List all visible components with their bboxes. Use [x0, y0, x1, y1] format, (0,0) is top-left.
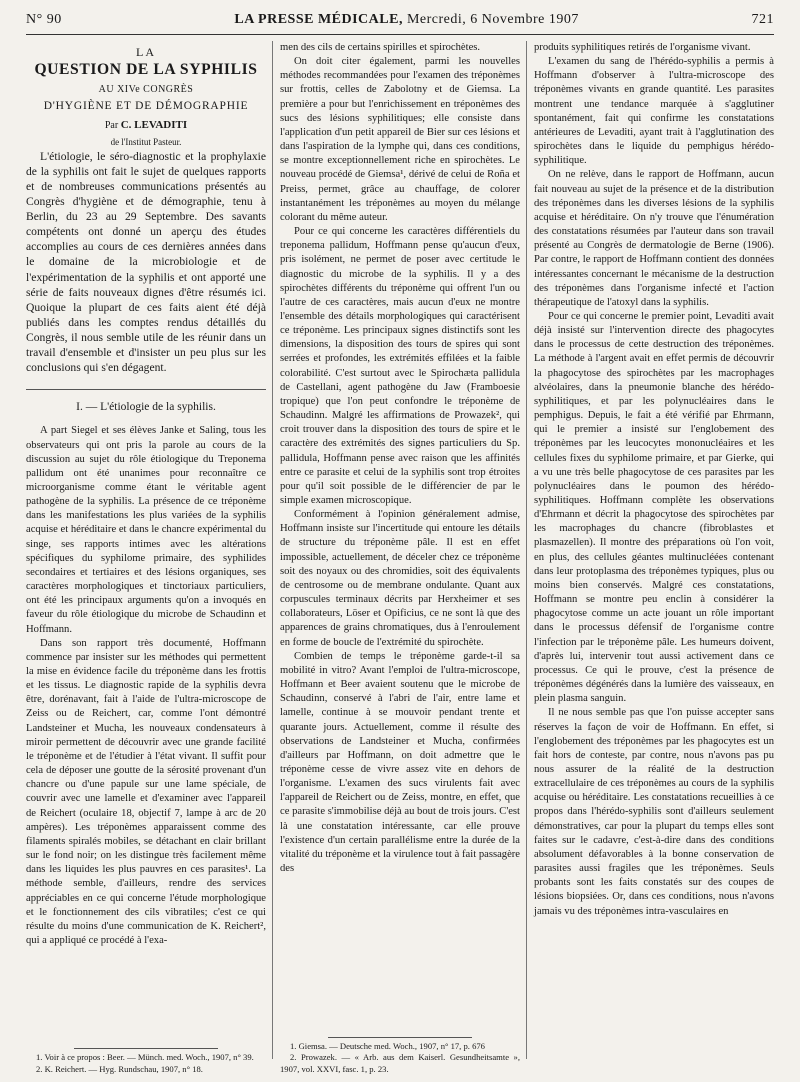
section-heading: I. — L'étiologie de la syphilis.	[76, 401, 216, 414]
footnote-rule	[328, 1037, 472, 1038]
column-rule	[272, 41, 273, 1059]
paragraph: Combien de temps le tréponème garde-t-il sa mobilité in vitro? Avant l'emploi de l'ultra-microscope, Hoffmann et Beer avaient soutenu que le microbe de Schaudinn, conservé à l'abri de l'air, entre lame et lamelle, continue à se mouvoir pendant trente et quarante jours. Actuellement, comme il résulte des observations de Landsteiner et Mucha, confirmées d'ailleurs par Hoffmann, on doit admettre que le tréponème cesse de vivre assez vite en dehors de l'organisme. L'examen des sucs virulents fait avec l'appareil de Reichert ou de Zeiss, montre, en effet, que ce parasite s'immobilise déjà au bout de trois jours. C'est là une constatation intéressante, car elle prouve l'existence d'un certain parallélisme entre la durée de la vitalité du tréponème et la virulence tout à fait passagère des	[280, 650, 520, 875]
paragraph: Conformément à l'opinion généralement admise, Hoffmann insiste sur l'incertitude qui entoure les détails de structure du tréponème pâle. Il est en effet impossible, actuellement, de déceler chez ce tréponème soit des noyaux ou des chromidies, soit des équivalents de centrosome ou de membrane ondulante. Quant aux corpuscules terminaux décrits par Herxheimer et ses collaborateurs, Löser et Opificius, ce ne sont là que des apparences de grains chromatiques, dus à l'enroulement en forme de boucle de l'extrémité du spirochète.	[280, 509, 520, 648]
footnote-rule	[74, 1048, 218, 1049]
byline	[26, 118, 266, 133]
footnotes	[280, 1037, 520, 1076]
column-2	[280, 41, 520, 1081]
column-rule	[526, 41, 527, 1059]
byline-prefix: Par	[104, 120, 119, 132]
masthead	[234, 12, 579, 28]
issue-number: N° 90	[26, 12, 62, 27]
paragraph: L'examen du sang de l'hérédo-syphilis a permis à Hoffmann d'observer à l'ultra-microscope des tréponèmes vivants en grande quantité. Les parasites montrent une tendance marquée à s'agglutiner spontanément, fait qui confirme les constatations antérieures de Levaditi, ayant trait à l'agglutination des spirochètes dans le liquide du pemphigus hérédo-syphilitique.	[534, 56, 774, 167]
issue-date: Mercredi, 6 Novembre 1907	[406, 12, 579, 27]
author-name: C. LEVADITI	[120, 119, 188, 132]
author-affiliation: de l'Institut Pasteur.	[110, 136, 182, 147]
divider	[26, 389, 266, 390]
title-kicker: LA	[136, 45, 156, 59]
column-3	[534, 41, 774, 1081]
footnote: 2. Prowazek. — « Arb. aus dem Kaiserl. Gesundheitsamte », 1907, vol. XXVI, fasc. 1, p. 23.	[280, 1052, 520, 1074]
paragraph: On ne relève, dans le rapport de Hoffmann, aucun fait nouveau au sujet de la présence et de la distribution des tréponèmes dans les diverses lésions de la syphilis acquise et héréditaire. On n'y trouve que l'énumération des constatations résumées par l'auteur dans son travail présenté au Congrès de dermatologie de Berne (1906). Par contre, le rapport de Hoffmann contient des données intéressantes concernant le mécanisme de la destruction des tréponèmes dans l'organisme infecté et l'action thérapeutique de l'atoxyl dans la syphilis.	[534, 169, 774, 308]
footnote: 1. Voir à ce propos : Beer. — Münch. med. Woch., 1907, n° 39.	[36, 1052, 254, 1062]
page-header	[26, 12, 774, 35]
paragraph: produits syphilitiques retirés de l'organisme vivant.	[534, 42, 751, 53]
paragraph: Pour ce qui concerne le premier point, Levaditi avait déjà insisté sur l'intervention directe des phagocytes dans le processus de cette destruction des tréponèmes. La méthode à l'argent avait en effet permis de découvrir la phagocytose des spirochètes par les macrophages alvéolaires, dans la pneumonie blanche des hérédo-syphilitiques, et par les polynucléaires dans le pemphigus. Depuis, le fait a été vérifié par Ehrmann, qui le premier a insisté sur l'englobement des tréponèmes par les leucocytes mononucléaires et les cellules fixes du syphilome primaire, et par Gierke, qui a vu une très belle phagocytose de ces parasites par les polynucléaires dans le poumon des hérédo-syphilitiques. Hoffmann complète les observations d'Ehrmann et décrit la phagocytose des spirochètes par les macrophages du chancre (fibroblastes et plasmazellen). Il montre des préparations où l'on voit, en plus, des cellules géantes multinucléées contenant dans leur protoplasma des tréponèmes typiques, plus ou moins bien conservés. Malgré ces constatations, Hoffmann se montre peu enclin à considérer la phagocytose comme un acte jouant un rôle important dans le processus défensif de l'organisme contre l'infection par le tréponème pâle. Les humeurs doivent, d'après lui, intervenir tout aussi activement dans ce processus. Ce qui le prouve, c'est la présence de tréponèmes dégénérés dans la lumière des vaisseaux, en plein plasma sanguin.	[534, 310, 774, 705]
article-title: QUESTION DE LA SYPHILIS	[34, 61, 258, 79]
paragraph: Dans son rapport très documenté, Hoffmann commence par insister sur les méthodes qui permettent la mise en évidence facile du tréponème dans les frottis et les tissus. Le diagnostic rapide de la syphilis devra être, dorénavant, fait à l'aide de l'ultra-microscope de Zeiss ou de Reichert, car, comme l'ont démontré Landsteiner et Mucha, les nouveaux condensateurs à miroir permettent de découvrir avec une grande facilité le tréponème et de l'étudier à l'état vivant. Il suffit pour cela de déposer une goutte de la sérosité provenant d'un chancre ou d'une papule sur une lame spéciale, de couvrir avec une lamelle et d'examiner avec l'appareil de Reichert (oculaire 18, objectif 7, lampe à arc de 20 ampères). Les tréponèmes apparaissent comme des filaments spiralés mobiles, se détachant en clair brillant sur le fond noir; on les distingue très facilement même dans les liquides les plus pauvres en ces parasites¹. La méthode semble, d'ailleurs, rendre des services appréciables en ce qui concerne l'étude morphologique et le fonctionnement des cils vibratiles; c'est ce qui résulte du moins d'une communication de K. Reichert², qui a appliqué ce procédé à l'exa-	[26, 637, 266, 946]
column-1	[26, 41, 266, 1081]
page-number: 721	[751, 12, 774, 27]
journal-name: LA PRESSE MÉDICALE,	[234, 12, 403, 27]
paragraph: Pour ce qui concerne les caractères différentiels du treponema pallidum, Hoffmann pense qu'aucun d'eux, pris isolément, ne permet de poser avec certitude le diagnostic du microbe de la syphilis. Il y a des spirochètes différents du tréponème qui offrent l'un ou l'autre de ces caractères, mais aucun d'eux ne montre l'ensemble des détails morphologiques qui caractérisent ce tréponème. Les principaux signes distinctifs sont les dimensions, la disposition des tours de spires qui sont serrées et profondes, les extrémités effilées et la faible colorabilité. C'est surtout avec le Spirochæta pallidula de Castellani, agent pathogène du Jaw (Framboesie tropique) que l'on peut confondre le tréponème de Schaudinn. Malgré les affirmations de Prowazek², qui croit trouver dans la disposition des tours de spire et le caractère des extrémités des signes particuliers du Sp. pallidula, Hoffmann pense avec raison que les affinités entre ce parasite et celui de la syphilis sont trop étroites pour qu'il soit possible de le différencier de par le simple examen microscopique.	[280, 226, 520, 506]
paragraph: A part Siegel et ses élèves Janke et Saling, tous les observateurs qui ont pris la parole au cours de la discussion au sujet du rôle étiologique du Treponema pallidum ont été unanimes pour reconnaître ce microorganisme comme étant le véritable agent pathogène de la syphilis. La présence de ce tréponème dans les manifestations les plus variées de la syphilis acquise et héréditaire et dans le chancre expérimental du singe, ses rapports intimes avec les altérations spécifiques du syphilome primaire, des syphilides secondaires et tertiaires et des lésions organiques, ses caractères morphologiques et tinctoriaux particuliers, ont été les principaux arguments qu'on a invoqués en faveur du rôle étiologique du microbe de Schaudinn et Hoffmann.	[26, 425, 266, 635]
article-subtitle-1: AU XIVe CONGRÈS	[98, 84, 194, 96]
article-subtitle-2: D'HYGIÈNE ET DE DÉMOGRAPHIE	[43, 100, 249, 113]
columns	[26, 41, 774, 1081]
footnote: 2. K. Reichert. — Hyg. Rundschau, 1907, n° 18.	[36, 1063, 203, 1074]
article-title-block	[26, 45, 266, 149]
paragraph: On doit citer également, parmi les nouvelles méthodes recommandées pour l'examen des tréponèmes sur frottis, celles de Zabolotny et de Giemsa. La première a pour but l'enrichissement en tréponèmes des sucs des lésions syphilitiques; elle consiste dans l'application d'un petit appareil de Bier sur ces lésions et dans l'aspiration de la lymphe qui, dans ces conditions, se montre exceptionnellement riche en spirochètes. Le nouveau procédé de Giemsa¹, dérivé de celui de Roña et Preiss, permet, grâce au chauffage, de colorer instantanément les tréponèmes au moyen du mélange colorant du même auteur.	[280, 56, 520, 223]
paragraph: men des cils de certains spirilles et spirochètes.	[280, 42, 481, 53]
footnotes	[26, 1048, 266, 1075]
abstract: L'étiologie, le séro-diagnostic et la prophylaxie de la syphilis ont fait le sujet de quelques rapports et de nombreuses communications présentés au Congrès d'hygiène et de démographie, tenu à Berlin, du 23 au 29 Septembre. Des savants compétents ont donné un aperçu des études accomplies au cours de ces dernières années dans le domaine de la microbiologie et de l'expérimentation de la syphilis et ont apporté une série de faits nouveaux dignes d'être résumés ici. Quoique la plupart de ces faits aient été déjà publiés dans les comptes rendus détaillés du Congrès, il nous semble utile de les réunir dans un travail d'ensemble et d'insister un peu plus sur les conclusions qui s'en dégagent.	[26, 149, 266, 375]
paragraph: Il ne nous semble pas que l'on puisse accepter sans réserves la façon de voir de Hoffmann. En effet, si l'englobement des tréponèmes par les phagocytes est un fait hors de conteste, par contre, nous n'avons pas pu nous assurer de la réalité de la destruction extracellulaire de ces tréponèmes au cours de la syphilis acquise ou héréditaire. Les constatations recueillies à ce propos dans l'hérédo-syphilis sont d'ailleurs seulement démonstratives, car pour la plupart du temps elles sont faites sur le cadavre, c'est-à-dire dans des conditions absolument défavorables à la bonne conservation de parasites aussi fragiles que les tréponèmes. Seuls probants sont les faits constatés sur des coupes de lésions biopsiées. Or, dans ces conditions, nous n'avons jamais vu des tréponèmes intra-vasculaires en	[534, 707, 774, 917]
footnote: 1. Giemsa. — Deutsche med. Woch., 1907, n° 17, p. 676	[290, 1040, 485, 1051]
